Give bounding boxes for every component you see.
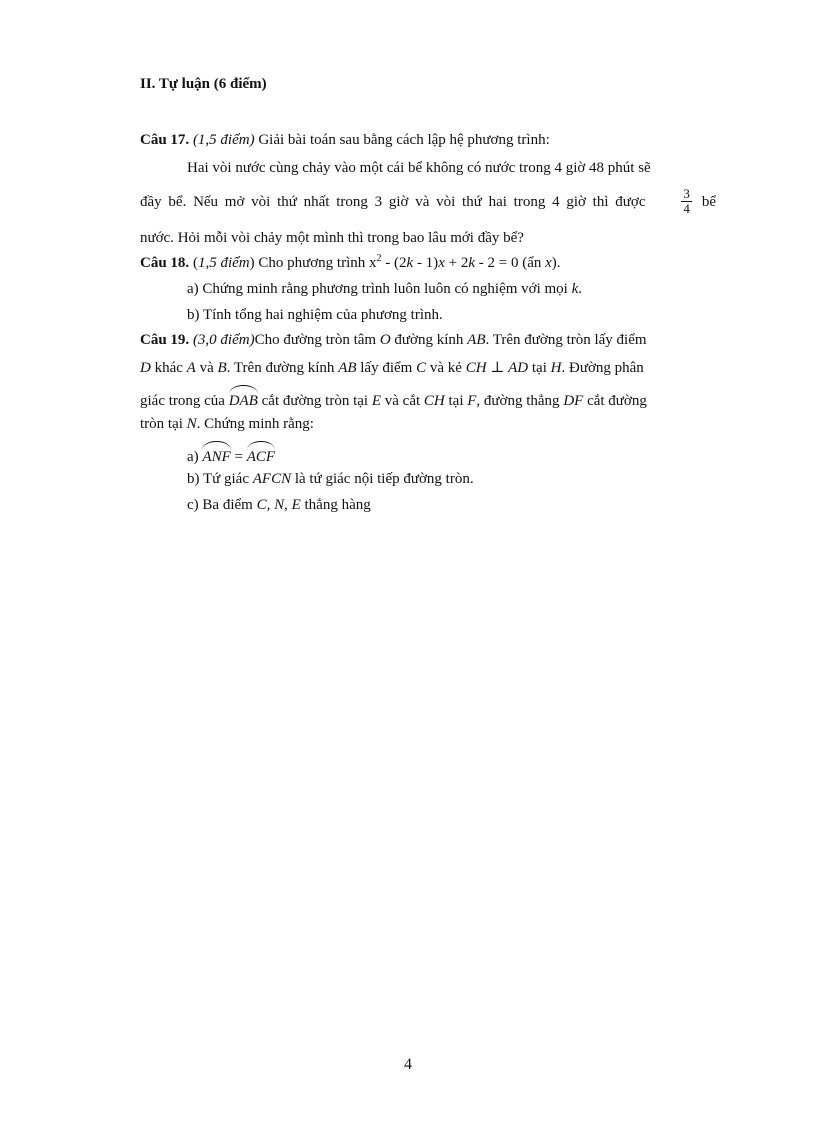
q19-B: B [217,360,227,376]
q18-eq-e: - 2 = 0 (ẩn [475,255,546,271]
q19-points: (3,0 điểm) [192,332,255,348]
q17-intro: Giải bài toán sau bằng cách lập hệ phương trình: [258,132,550,148]
q18-part-a [187,279,582,299]
q19-part-b-b: là tứ giác nội tiếp đường tròn. [291,471,474,487]
q19-l2-f: tại [528,360,551,376]
q19-l2-g: . Đường phân [561,360,644,376]
fraction-denominator: 4 [683,201,690,216]
q18-points: 1,5 điểm [197,255,250,271]
q18-eq-x1: x [438,255,445,271]
q18-eq-f: ). [551,255,561,271]
arc-ANF: ANF [202,444,230,467]
q19-l4-a: tròn tại [140,416,187,432]
q19-comma1: , [266,497,275,513]
q18-eq-sup: 2 [376,253,382,264]
q19-part-c [187,495,371,515]
question-18-heading [140,253,561,273]
q18-eq-c: - 1) [413,255,439,271]
q19-l2-b: và [195,360,218,376]
q18-part-a-k: k [571,281,579,297]
q19-l3-a: giác trong của [140,393,229,409]
q19-C: C [416,360,427,376]
arc-ACF: ACF [247,444,275,467]
q19-AB: AB [467,332,486,348]
q19-N: N [186,416,197,432]
q19-part-c-a: c) Ba điểm [187,497,257,513]
q19-l3-f: cắt đường [583,393,647,409]
q19-F: F [467,393,477,409]
q19-part-a-prefix: a) [187,449,203,465]
q17-label: Câu 17. [140,132,190,148]
q19-N2: N [274,497,285,513]
q19-A: A [186,360,196,376]
q18-eq-k2: k [468,255,475,271]
q18-paren-close: ) [249,255,255,271]
q19-perp: ⊥ [486,360,509,376]
q19-l2-a: khác [150,360,187,376]
q18-eq-b: - (2 [381,255,407,271]
q19-l1-a: Cho đường tròn tâm [254,332,380,348]
q18-paren-open: ( [192,255,198,271]
q19-AB2: AB [338,360,357,376]
question-17-heading [140,130,550,150]
page-number: 4 [404,1056,412,1073]
q19-CH2: CH [423,393,445,409]
q19-eq: = [230,449,247,465]
q19-l2-d: lấy điểm [356,360,417,376]
q19-l4-b: . Chứng minh rằng: [196,416,314,432]
q17-line-3: nước. Hỏi mỗi vòi chảy một mình thì trong bao lâu mới đầy bể? [140,230,524,246]
question-19-heading [140,330,716,350]
q19-line-2 [140,358,716,378]
q17-line-2 [140,187,716,216]
q19-part-c-b: thẳng hàng [300,497,371,513]
q19-CH: CH [465,360,487,376]
q19-O: O [379,332,391,348]
q19-l2-c: . Trên đường kính [226,360,339,376]
q17-line-1-text: Hai vòi nước cùng chảy vào một cái bể không có nước trong 4 giờ 48 phút sẽ [187,160,651,176]
q19-line-3 [140,388,716,411]
q19-l3-d: tại [444,393,468,409]
q19-AD: AD [508,360,529,376]
fraction-three-quarters [681,187,692,216]
q19-H: H [550,360,562,376]
q19-D: D [140,360,151,376]
q19-line-4 [140,414,314,434]
q19-AFCN: AFCN [252,471,292,487]
q18-eq-x2: x [545,255,552,271]
q19-l1-b: đường kính [390,332,468,348]
q17-line-2-text: đầy bể. Nếu mở vòi thứ nhất trong 3 giờ và vòi thứ hai trong 4 giờ thì được [140,193,646,210]
q19-C2: C [256,497,267,513]
q18-eq-a: Cho phương trình x [258,255,377,271]
q19-E: E [371,393,382,409]
q17-line-1 [187,158,715,178]
q19-DF: DF [563,393,584,409]
q19-part-a [187,444,275,467]
q19-part-b-a: b) Tứ giác [187,471,253,487]
q19-E2: E [291,497,301,513]
q19-l2-e: và kẻ [426,360,466,376]
q18-label: Câu 18. [140,255,190,271]
fraction-numerator: 3 [683,186,690,201]
q17-line-2-end: bể [701,193,716,210]
q19-l1-c: . Trên đường tròn lấy điểm [485,332,647,348]
q19-l3-c: và cắt [381,393,424,409]
q18-equation [258,255,560,271]
q18-part-a-end: . [578,281,583,297]
q19-part-b [187,469,474,489]
q19-l3-e: , đường thẳng [476,393,564,409]
q19-comma2: , [284,497,292,513]
section-title: II. Tự luận (6 điểm) [140,76,267,92]
q18-eq-d: + 2 [444,255,469,271]
arc-DAB: DAB [229,388,258,411]
q18-part-b: b) Tính tổng hai nghiệm của phương trình. [187,307,443,323]
q19-label: Câu 19. [140,332,190,348]
q19-l3-b: cắt đường tròn tại [257,393,372,409]
q17-points: (1,5 điểm) [192,132,255,148]
q18-part-a-text: a) Chứng minh rằng phương trình luôn luôn có nghiệm với mọi [187,281,572,297]
q18-eq-k1: k [406,255,414,271]
